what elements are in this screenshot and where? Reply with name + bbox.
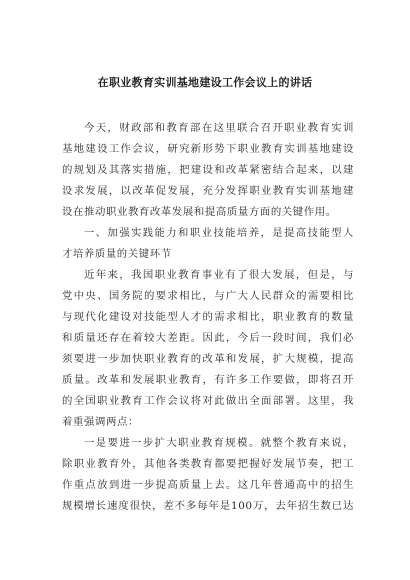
paragraph-line: 今天，财政部和教育部在这里联合召开职业教育实训: [84, 122, 354, 134]
section-heading-line: 才培养质量的关键环节: [62, 249, 172, 260]
section-heading-line: 一、加强实践能力和职业技能培养，是提高技能型人: [84, 228, 354, 239]
paragraph-line: 设在推动职业教育改革发展和提高质量方面的关键作用。: [62, 206, 337, 218]
paragraph-line: 除职业教育外，其他各类教育都要把握好发展节奏，把工: [62, 458, 354, 470]
paragraph-line: 的全国职业教育工作会议将对此做出全面部署。这里，我: [62, 395, 354, 407]
paragraph-line: 质量。改革和发展职业教育，有许多工作要做，即将召开: [62, 374, 354, 386]
paragraph-line: 的规划及其落实措施，把建设和改革紧密结合起来，以建: [62, 164, 354, 176]
paragraph-line: 基地建设工作会议，研究新形势下职业教育实训基地建设: [62, 143, 354, 155]
paragraph-line: 规模增长速度很快，差不多每年是100万，去年招生数已达: [62, 500, 354, 512]
paragraph-line: 和质量还存在着较大差距。因此，今后一段时间，我们必: [62, 332, 354, 344]
paragraph-line: 设求发展，以改革促发展，充分发挥职业教育实训基地建: [62, 185, 354, 197]
paragraph-line: 作重点放到进一步提高质量上去。这几年普通高中的招生: [62, 479, 354, 491]
document-title: 在职业教育实训基地建设工作会议上的讲话: [97, 76, 313, 89]
paragraph-line: 着重强调两点：: [62, 416, 139, 428]
paragraph-line: 一是要进一步扩大职业教育规模。就整个教育来说，: [84, 437, 354, 449]
paragraph-line: 须要进一步加快职业教育的改革和发展，扩大规模，提高: [62, 353, 354, 365]
paragraph-line: 近年来，我国职业教育事业有了很大发展，但是，与: [84, 269, 354, 281]
paragraph-line: 与现代化建设对技能型人才的需求相比，职业教育的数量: [62, 311, 354, 323]
paragraph-line: 党中央、国务院的要求相比，与广大人民群众的需要相比: [62, 290, 354, 302]
document-body: [62, 118, 354, 517]
